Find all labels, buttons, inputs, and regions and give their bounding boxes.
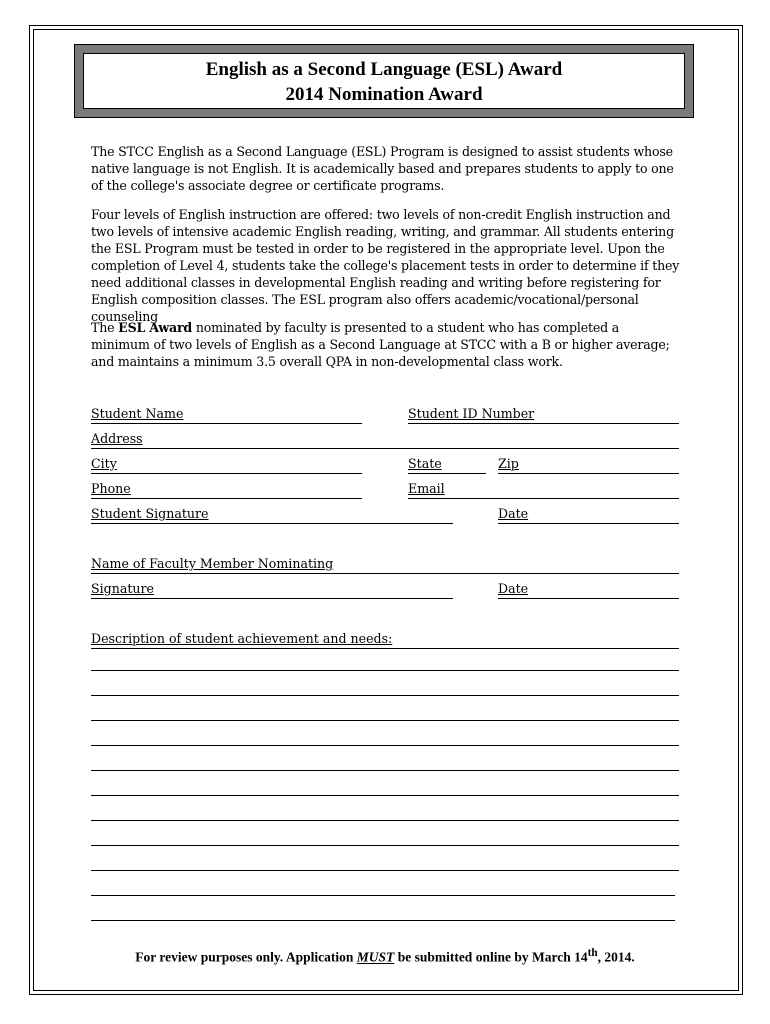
p3-rest: nominated by faculty is presented to a student who has completed a minimum of two levels of English as a Second Language at STCC with a B or higher average; and maintains a minimum 3.5 overall QPA in non-developmental class work.	[91, 320, 670, 369]
address-label: Address	[91, 431, 143, 446]
student-id-field[interactable]	[408, 405, 679, 424]
description-line[interactable]	[91, 695, 679, 696]
city-field[interactable]	[91, 455, 362, 474]
zip-field[interactable]	[498, 455, 679, 474]
description-line[interactable]	[91, 670, 679, 671]
faculty-signature-label: Signature	[91, 581, 154, 596]
description-line[interactable]	[91, 720, 679, 721]
city-label: City	[91, 456, 117, 471]
footer-suffix: , 2014.	[597, 949, 635, 965]
description-line[interactable]	[91, 845, 679, 846]
footer-must: MUST	[356, 949, 395, 965]
student-signature-label: Student Signature	[91, 506, 209, 521]
zip-label: Zip	[498, 456, 519, 471]
address-field[interactable]	[91, 430, 679, 449]
description-line[interactable]	[91, 920, 675, 921]
faculty-signature-field[interactable]	[91, 580, 453, 599]
title-inner-panel	[83, 53, 685, 109]
description-field[interactable]	[91, 630, 679, 649]
footer-middle: be submitted online by March 14	[394, 949, 588, 965]
faculty-name-label: Name of Faculty Member Nominating	[91, 556, 334, 571]
state-label: State	[408, 456, 442, 471]
intro-paragraph-1: The STCC English as a Second Language (ESL) Program is designed to assist students whose native language is not English. It is academically based and prepares students to apply to one of the college's associate degree or certificate programs.	[91, 144, 674, 193]
student-name-field[interactable]	[91, 405, 362, 424]
phone-field[interactable]	[91, 480, 362, 499]
footer-prefix: For review purposes only. Application	[135, 949, 357, 965]
state-field[interactable]	[408, 455, 486, 474]
faculty-date-field[interactable]	[498, 580, 679, 599]
footer-sup: th	[587, 947, 598, 959]
description-line[interactable]	[91, 745, 679, 746]
student-date-label: Date	[498, 506, 529, 521]
student-name-label: Student Name	[91, 406, 184, 421]
description-line[interactable]	[91, 795, 679, 796]
esl-award-bold: ESL Award	[118, 320, 193, 335]
faculty-date-label: Date	[498, 581, 529, 596]
title-line-2: 2014 Nomination Award	[285, 84, 483, 105]
title-line-1: English as a Second Language (ESL) Award	[205, 59, 563, 80]
description-label: Description of student achievement and needs:	[91, 631, 393, 646]
intro-paragraph-3	[91, 319, 681, 370]
description-line[interactable]	[91, 895, 675, 896]
email-label: Email	[408, 481, 445, 496]
email-field[interactable]	[408, 480, 679, 499]
description-line[interactable]	[91, 820, 679, 821]
title-box	[74, 44, 694, 118]
student-date-field[interactable]	[498, 505, 679, 524]
footer-notice	[0, 947, 770, 966]
student-id-label: Student ID Number	[408, 406, 535, 421]
description-line[interactable]	[91, 870, 679, 871]
phone-label: Phone	[91, 481, 131, 496]
faculty-name-field[interactable]	[91, 555, 679, 574]
student-signature-field[interactable]	[91, 505, 453, 524]
p3-prefix: The	[91, 320, 119, 335]
intro-paragraph-2: Four levels of English instruction are offered: two levels of non-credit English instruction and two levels of intensive academic English reading, writing, and grammar. All students entering the ESL Program must be tested in order to be registered in the appropriate level. Upon the completion of Level 4, students take the college's placement tests in order to determine if they need additional classes in developmental English reading and writing before registering for English composition classes. The ESL program also offers academic/vocational/personal counseling	[91, 207, 680, 324]
description-line[interactable]	[91, 770, 679, 771]
